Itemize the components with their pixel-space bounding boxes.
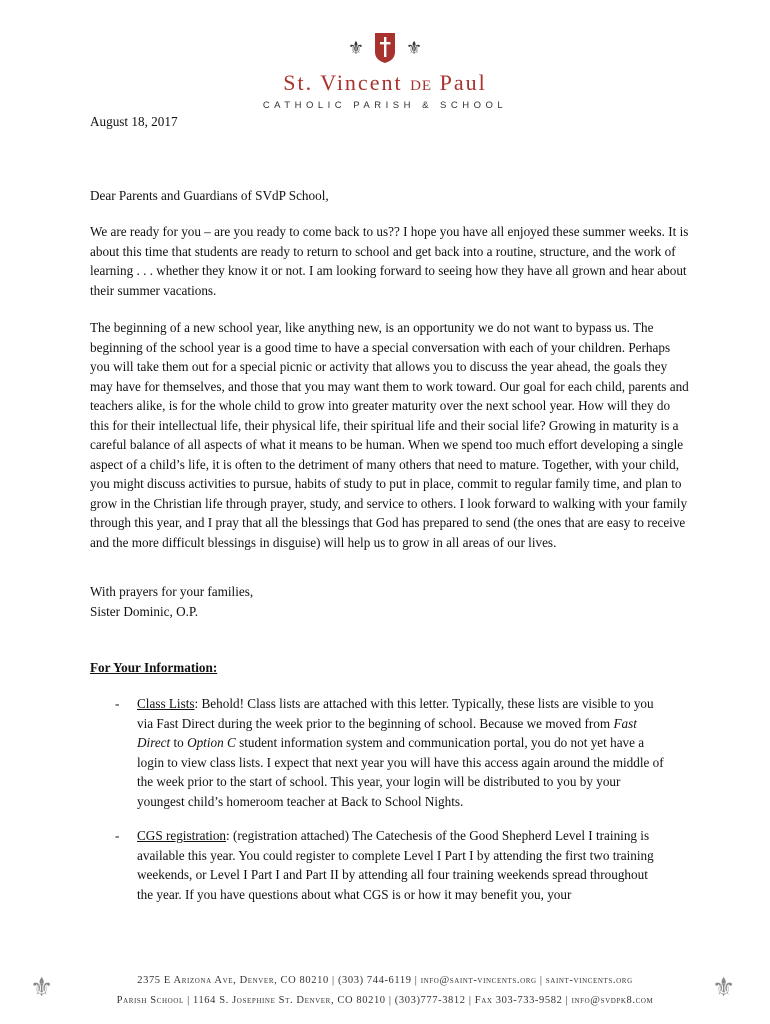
footer-school-contact: Parish School | 1164 S. Josephine St. Denver, CO 80210 | (303)777-3812 | Fax 303-733-9582 | info@svdpk8.com [116,995,654,1006]
fyi-item-text: : Behold! Class lists are attached with this letter. Typically, these lists are visible to you via Fast Direct during the week prior to the beginning of school. Because we moved from [137,696,654,731]
fyi-item-body [137,694,667,811]
fyi-item-title: CGS registration [137,828,227,843]
fleur-de-lis-icon: ⚜ [347,38,364,58]
fyi-item-body [137,826,667,904]
fyi-item-text: student information system and communication portal, you do not yet have a login to view class lists. I expect that next year you will have this access again around the middle of the week prior to the start of school. This year, your login will be distributed to you by your youngest child’s homeroom teacher at Back to School Nights. [137,735,664,809]
fyi-heading: For Your Information: [90,660,218,675]
fleur-de-lis-icon: ⚜ [712,973,736,1002]
fleur-de-lis-icon: ⚜ [406,38,423,58]
letter-salutation: Dear Parents and Guardians of SVdP School, [90,188,329,203]
letter-paragraph-1: We are ready for you – are you ready to come back to us?? I hope you have all enjoyed these summer weeks. It is about this time that students are ready to return to school and get back into a routine, structure, and the work of learning . . . whether they know it or not. I am looking forward to seeing how they have all grown and hear about their summer vacations. [90,224,689,298]
fyi-item-text: to [170,735,188,750]
crest [0,30,770,66]
fyi-item-italic: Fast Direct [137,715,637,750]
organization-name [0,70,770,96]
fleur-de-lis-icon: ⚜ [30,973,54,1002]
org-name-de: DE [410,78,433,94]
bullet-dash: - [115,696,120,711]
letter-signature: Sister Dominic, O.P. [90,603,199,619]
letterhead [0,30,770,111]
fyi-item-title: Class Lists [137,696,195,711]
shield-cross-icon [374,32,396,64]
organization-subtitle: CATHOLIC PARISH & SCHOOL [262,100,508,111]
letter-closing: With prayers for your families, [90,584,254,599]
fyi-item-text: : (registration attached) The Catechesis of the Good Shepherd Level I training is available this year. You could register to complete Level I Part I by attending the first two training weekends, or Level I Part I and Part II by attending all four training weekends spread throughout the year. If you have questions about what CGS is or how it may benefit you, your [137,828,654,902]
letter-paragraph-2: The beginning of a new school year, like anything new, is an opportunity we do not want to bypass us. The beginning of the school year is a good time to have a special conversation with each of your children. Perhaps you will take them out for a special picnic or activity that allows you to discuss the year ahead, the goals they may have for themselves, and those that you may want them to work toward. Our goal for each child, parents and teachers alike, is for the whole child to grow into greater maturity over the next school year. How will they do this for their intellectual life, their physical life, their spiritual life and their social life? Growing in maturity is a careful balance of all aspects of what it means to be human. When we spend too much effort developing a single aspect of a child’s life, it is often to the detriment of many others that need to mature. Together, with your child, you might discuss activities to pursue, habits of study to put in place, commit to regular family time, and plan to grow in the Christian life through prayer, study, and service to others. I look forward to walking with your family through this year, and I pray that all the blessings that God has prepared to send (the ones that are easy to receive and the more difficult blessings in disguise) will help us to grow in all areas of our lives. [90,320,689,550]
footer-parish-contact: 2375 E Arizona Ave, Denver, CO 80210 | (303) 744-6119 | info@saint-vincents.org | saint-vincents.org [137,975,633,986]
letter-closing-block [90,582,690,621]
org-name-part1: St. Vincent [283,70,403,95]
letter-date: August 18, 2017 [90,114,178,129]
fyi-item-italic: Option C [187,735,236,750]
org-name-part2: Paul [439,70,487,95]
bullet-dash: - [115,828,120,843]
